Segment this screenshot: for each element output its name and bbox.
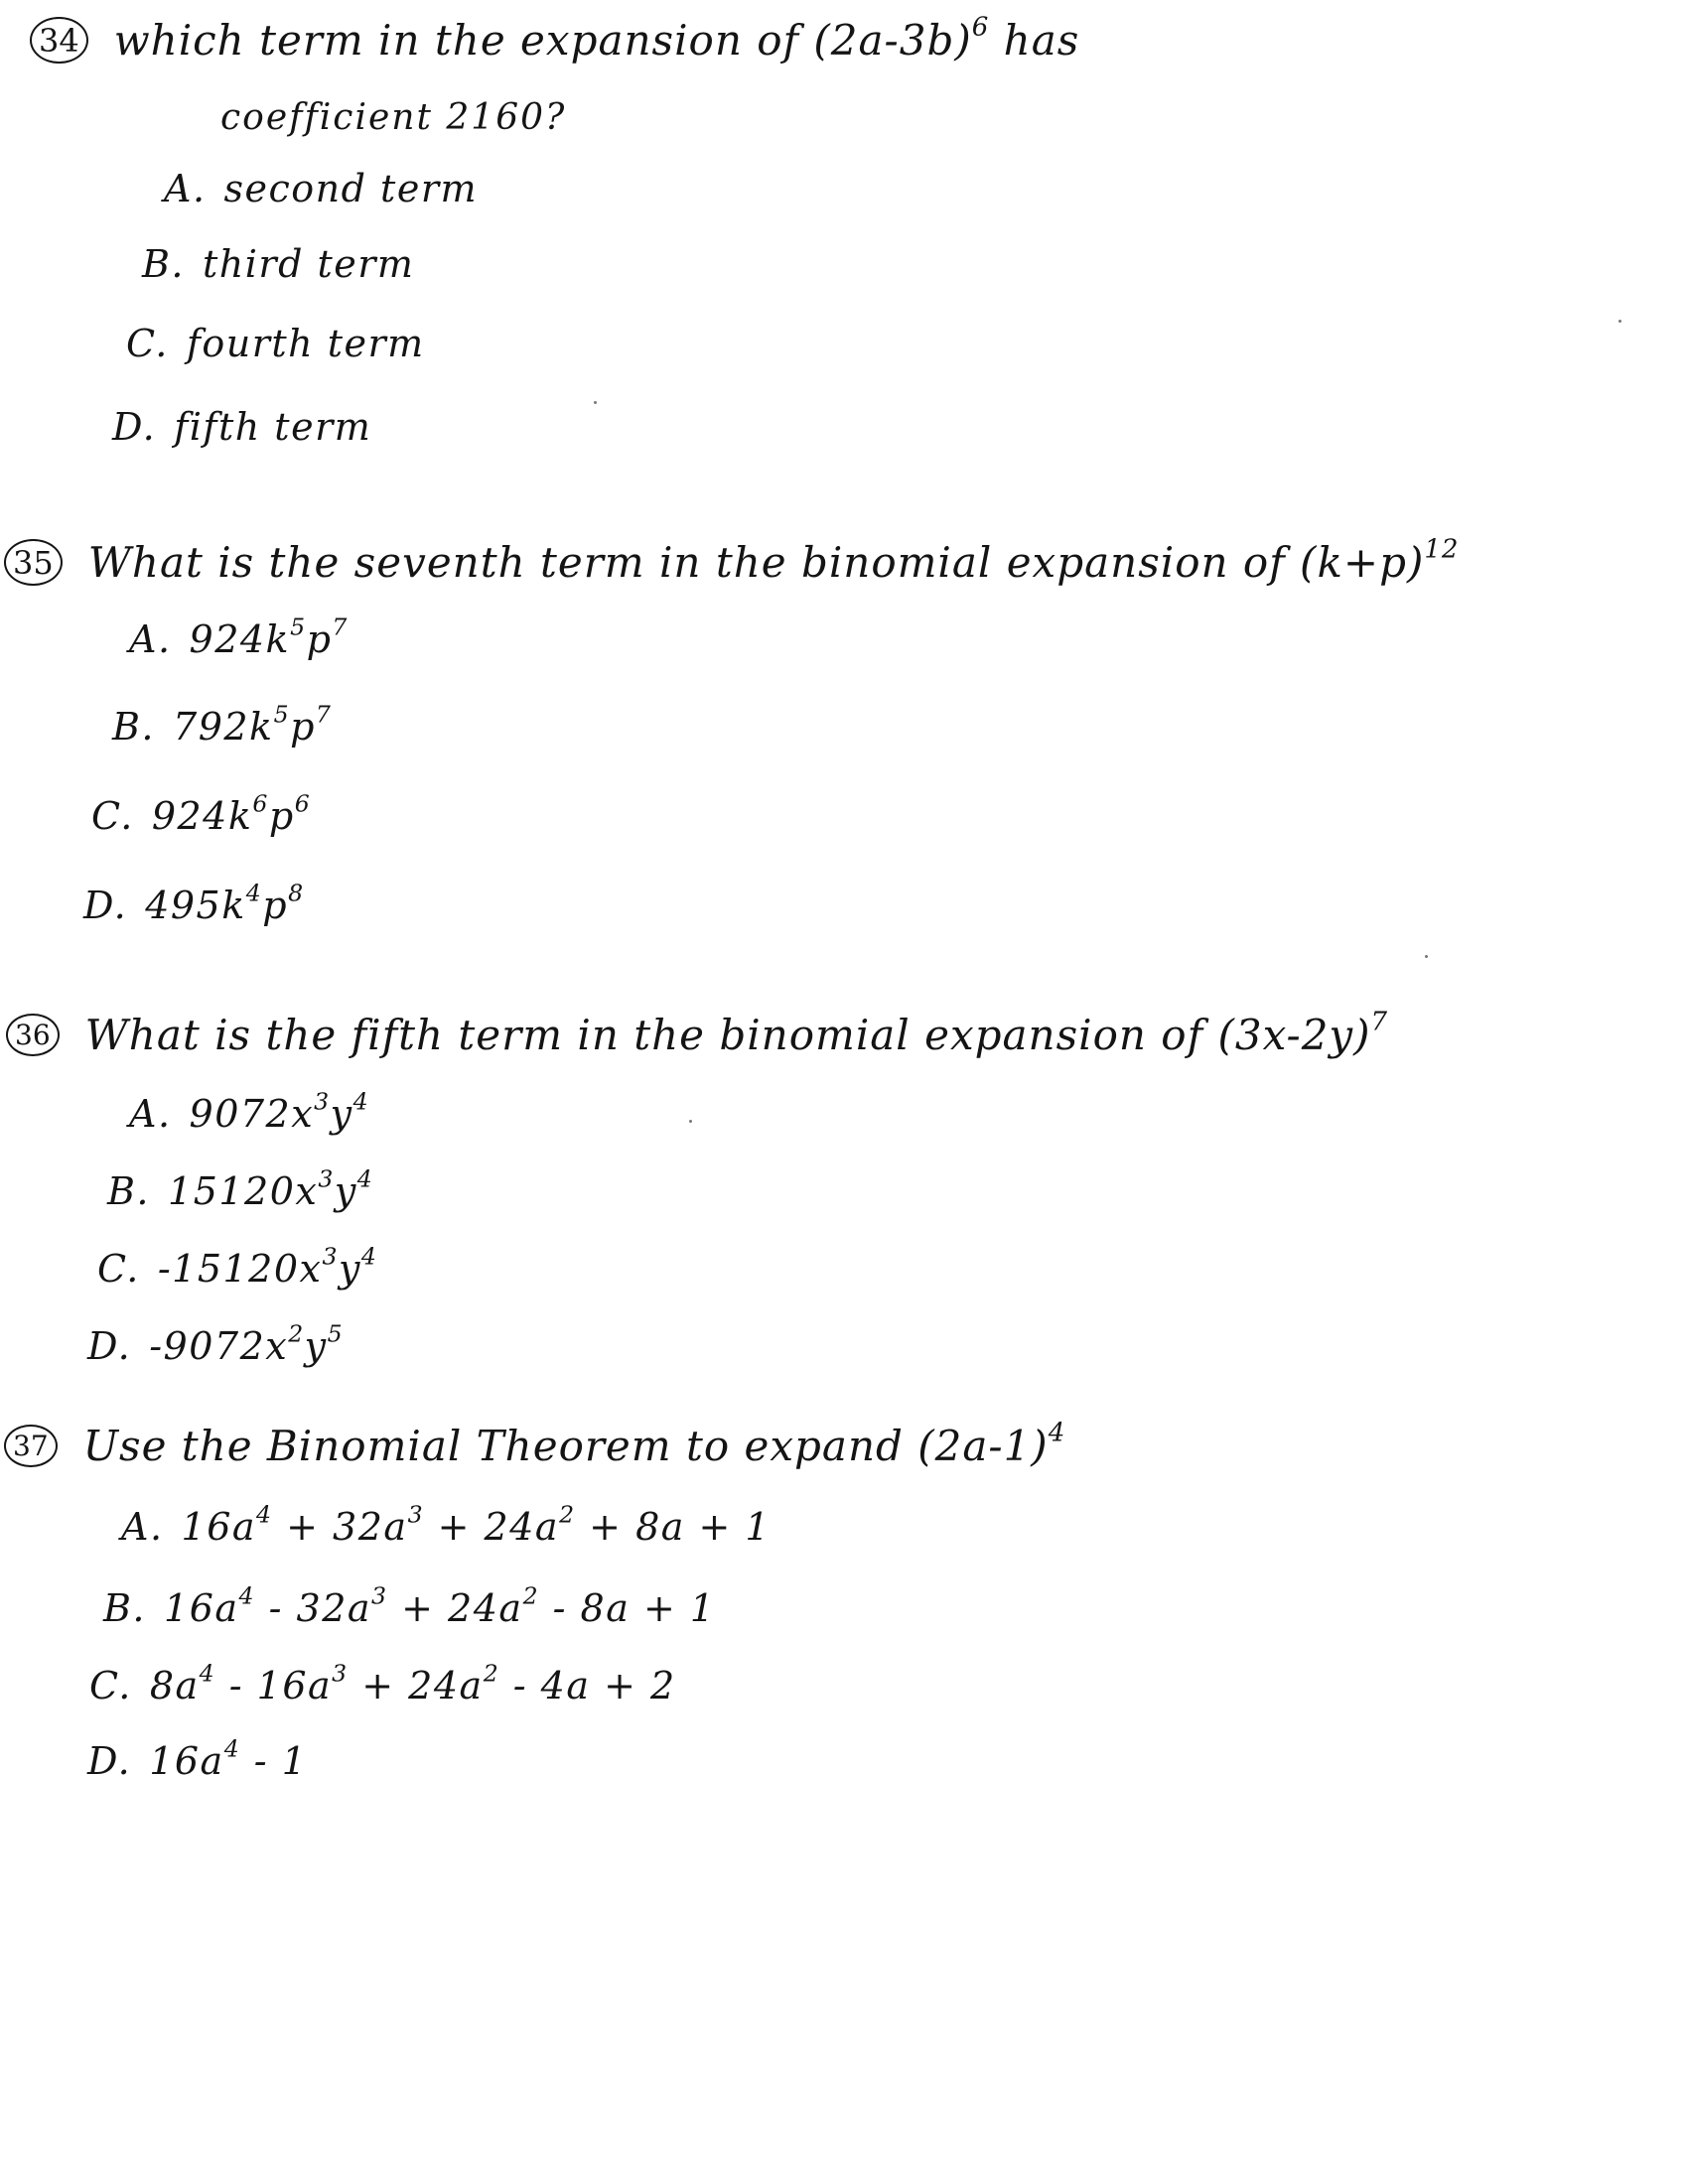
- term-exponent: 5: [327, 1319, 345, 1348]
- term-part: y: [304, 1324, 328, 1368]
- question-number-35: 35: [4, 539, 63, 586]
- scan-speck: [1425, 955, 1428, 958]
- term-exponent: 3: [318, 1164, 335, 1193]
- choice-letter: B.: [142, 242, 186, 286]
- term-exponent: 6: [294, 789, 312, 818]
- question-37-choice-d: [87, 1734, 308, 1783]
- question-34-stem-exponent: 6: [971, 12, 990, 43]
- choice-letter: D.: [87, 1324, 132, 1368]
- term-exponent: 4: [238, 1581, 256, 1610]
- term-part: 16a: [181, 1505, 257, 1549]
- term-exponent: 4: [223, 1734, 241, 1763]
- term-exponent: 5: [290, 613, 307, 641]
- choice-letter: A.: [121, 1505, 164, 1549]
- term-part: - 4a + 2: [512, 1664, 676, 1707]
- term-part: 495k: [145, 884, 246, 927]
- term-part: 792k: [173, 705, 274, 749]
- term-exponent: 4: [199, 1659, 216, 1688]
- question-34-stem: [113, 12, 1080, 65]
- term-part: + 24a: [437, 1505, 560, 1549]
- choice-letter: D.: [87, 1739, 132, 1783]
- term-exponent: 3: [371, 1581, 388, 1610]
- term-part: + 8a + 1: [589, 1505, 772, 1549]
- choice-letter: A.: [164, 167, 207, 210]
- choice-letter: A.: [129, 617, 172, 661]
- question-35-stem: [87, 534, 1460, 587]
- question-number-34: 34: [30, 17, 88, 64]
- term-part: p: [268, 794, 295, 838]
- term-part: - 1: [253, 1739, 308, 1783]
- question-34-stem-text: which term in the expansion of (2a-3b): [113, 16, 972, 65]
- scan-speck: [594, 401, 597, 404]
- question-36-stem: [84, 1007, 1389, 1059]
- question-37-choice-c: [89, 1659, 676, 1707]
- question-35-stem-exponent: 12: [1424, 534, 1460, 565]
- choice-text: second term: [223, 167, 479, 210]
- question-36-choice-c: [97, 1242, 378, 1291]
- term-part: 924k: [189, 617, 291, 661]
- choice-letter: B.: [103, 1586, 147, 1630]
- term-exponent: 4: [352, 1087, 370, 1116]
- term-exponent: 7: [332, 613, 349, 641]
- term-exponent: 2: [288, 1319, 305, 1348]
- term-exponent: 2: [559, 1500, 576, 1529]
- term-part: y: [330, 1092, 353, 1136]
- term-part: 924k: [151, 794, 253, 838]
- choice-letter: C.: [126, 322, 169, 365]
- question-34-stem-continued: coefficient 2160?: [220, 97, 567, 138]
- term-part: -9072x: [149, 1324, 289, 1368]
- question-35-stem-text: What is the seventh term in the binomial expansion of (k+p): [87, 538, 1425, 587]
- scan-speck: [689, 1120, 692, 1123]
- choice-letter: C.: [91, 794, 134, 838]
- question-35-choice-b: [112, 700, 333, 749]
- choice-text: third term: [203, 242, 415, 286]
- term-part: + 24a: [361, 1664, 484, 1707]
- choice-letter: C.: [97, 1247, 140, 1291]
- term-part: p: [306, 617, 333, 661]
- question-37-stem-exponent: 4: [1048, 1418, 1066, 1448]
- term-exponent: 8: [288, 879, 305, 907]
- choice-text: fourth term: [186, 322, 425, 365]
- choice-letter: A.: [129, 1092, 172, 1136]
- question-34-choice-a: [164, 167, 478, 210]
- question-36-stem-text: What is the fifth term in the binomial expansion of (3x-2y): [84, 1011, 1371, 1059]
- question-37-choice-b: [103, 1581, 716, 1630]
- choice-letter: C.: [89, 1664, 132, 1707]
- term-part: -15120x: [157, 1247, 323, 1291]
- question-36: [6, 1007, 1389, 1059]
- question-34-choice-b: [142, 242, 414, 286]
- scan-speck: [1618, 320, 1621, 323]
- choice-letter: B.: [107, 1169, 151, 1213]
- question-36-stem-exponent: 7: [1370, 1007, 1389, 1037]
- choice-letter: D.: [83, 884, 128, 927]
- question-35-choice-c: [91, 789, 312, 838]
- choice-letter: B.: [112, 705, 156, 749]
- term-part: - 16a: [228, 1664, 333, 1707]
- term-exponent: 4: [360, 1242, 378, 1271]
- question-34-stem-tail: has: [1003, 16, 1080, 65]
- question-36-choice-d: [87, 1319, 345, 1368]
- term-exponent: 3: [407, 1500, 425, 1529]
- term-exponent: 2: [522, 1581, 540, 1610]
- term-part: y: [334, 1169, 357, 1213]
- term-exponent: 3: [332, 1659, 349, 1688]
- question-37: [4, 1418, 1066, 1470]
- question-37-stem-text: Use the Binomial Theorem to expand (2a-1): [82, 1422, 1049, 1470]
- question-number-36: 36: [6, 1014, 60, 1056]
- term-part: 8a: [149, 1664, 200, 1707]
- question-36-choice-b: [107, 1164, 374, 1213]
- question-number-37: 37: [4, 1425, 58, 1467]
- term-exponent: 6: [252, 789, 269, 818]
- question-34: [30, 12, 1080, 65]
- term-part: p: [290, 705, 316, 749]
- term-exponent: 5: [273, 700, 291, 729]
- term-exponent: 4: [245, 879, 263, 907]
- term-part: + 32a: [286, 1505, 408, 1549]
- question-37-stem: [82, 1418, 1066, 1470]
- question-34-choice-c: [126, 322, 425, 365]
- choice-text: fifth term: [174, 405, 372, 449]
- term-part: + 24a: [401, 1586, 523, 1630]
- term-part: - 8a + 1: [552, 1586, 716, 1630]
- term-exponent: 2: [483, 1659, 500, 1688]
- term-part: y: [338, 1247, 361, 1291]
- term-exponent: 7: [315, 700, 333, 729]
- question-35: [4, 534, 1460, 587]
- term-part: 16a: [164, 1586, 239, 1630]
- term-part: 9072x: [189, 1092, 315, 1136]
- choice-letter: D.: [112, 405, 157, 449]
- term-exponent: 4: [256, 1500, 273, 1529]
- question-34-choice-d: [112, 405, 371, 449]
- term-exponent: 4: [356, 1164, 374, 1193]
- term-exponent: 3: [322, 1242, 339, 1271]
- question-36-choice-a: [129, 1087, 370, 1136]
- question-35-choice-a: [129, 613, 349, 661]
- term-part: 15120x: [168, 1169, 319, 1213]
- term-part: 16a: [149, 1739, 224, 1783]
- term-part: p: [262, 884, 289, 927]
- question-35-choice-d: [83, 879, 305, 927]
- term-part: - 32a: [268, 1586, 372, 1630]
- term-exponent: 3: [314, 1087, 331, 1116]
- question-37-choice-a: [121, 1500, 772, 1549]
